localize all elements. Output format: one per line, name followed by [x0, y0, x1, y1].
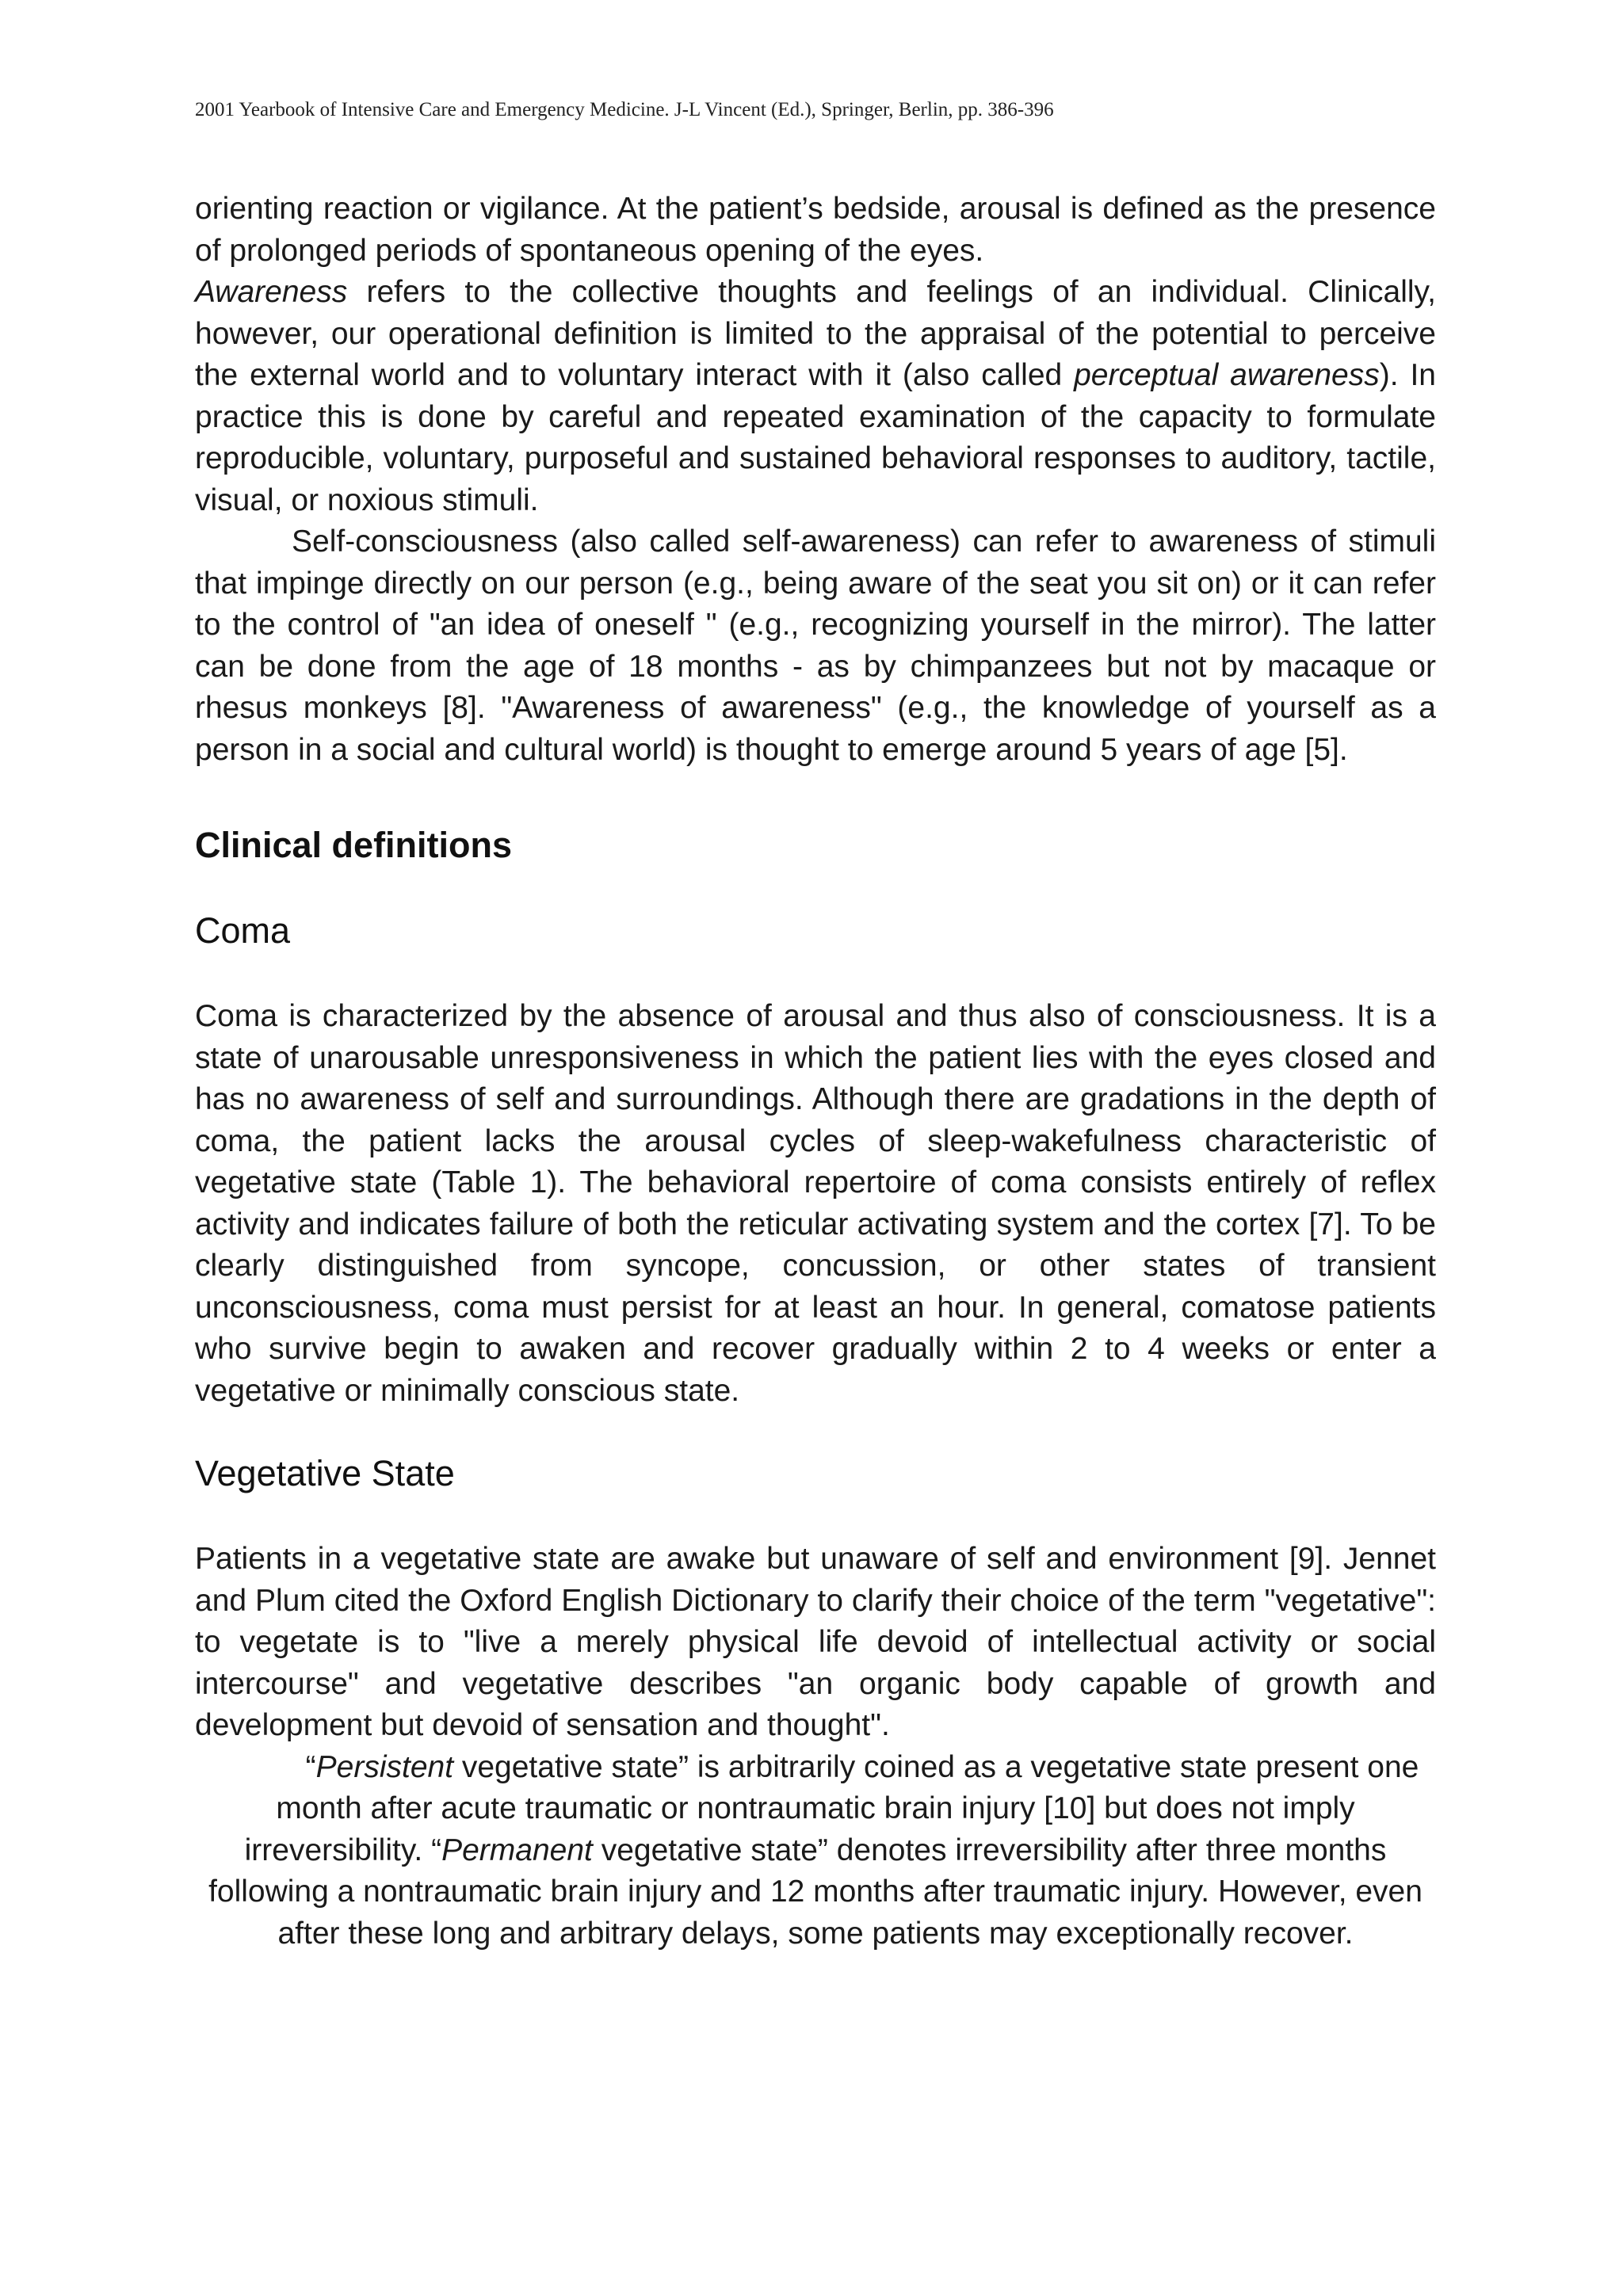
paragraph-awareness — [195, 272, 1436, 521]
term-persistent: Persistent — [315, 1749, 454, 1784]
term-perceptual-awareness: perceptual awareness — [1074, 358, 1380, 392]
quote-open: “ — [305, 1749, 316, 1784]
paragraph-arousal: orienting reaction or vigilance. At the patient’s bedside, arousal is defined as the presence of prolonged periods of spontaneous opening of the eyes. — [195, 192, 1436, 268]
term-permanent: Permanent — [441, 1833, 593, 1867]
running-header-citation: 2001 Yearbook of Intensive Care and Emergency Medicine. J-L Vincent (Ed.), Springer, Berlin, pp. 386-396 — [195, 99, 1054, 120]
subsection-heading-vegetative-state: Vegetative State — [195, 1453, 455, 1493]
section-heading-clinical-definitions: Clinical definitions — [195, 825, 513, 865]
body-text-column — [195, 189, 1436, 1955]
paragraph-self-consciousness: Self-consciousness (also called self-awareness) can refer to awareness of stimuli that impinge directly on our person (e.g., being aware of the seat you sit on) or it can refer to the control of "an idea of oneself " (e.g., recognizing yourself in the mirror). The latter can be done from the age of 18 months - as by chimpanzees but not by macaque or rhesus monkeys [8]. "Awareness of awareness" (e.g., the knowledge of yourself as a person in a social and cultural world) is thought to emerge around 5 years of age [5]. — [195, 524, 1436, 767]
paragraph-coma: Coma is characterized by the absence of arousal and thus also of consciousness. It is a state of unarousable unresponsiveness in which the patient lies with the eyes closed and has no awareness of self and surroundings. Although there are gradations in the depth of coma, the patient lacks the arousal cycles of sleep-wakefulness characteristic of vegetative state (Table 1). The behavioral repertoire of coma consists entirely of reflex activity and indicates failure of both the reticular activating system and the cortex [7]. To be clearly distinguished from syncope, concussion, or other states of transient unconsciousness, coma must persist for at least an hour. In general, comatose patients who survive begin to awaken and recover gradually within 2 to 4 weeks or enter a vegetative or minimally conscious state. — [195, 999, 1436, 1408]
paragraph-persistent-text-b: vegetative state” denotes irreversibility after three months following a nontraumatic brain injury and 12 months after traumatic injury. However, even after these long and arbitrary delays, some patients may exceptionally recover. — [208, 1833, 1423, 1951]
paragraph-vegetative-state: Patients in a vegetative state are awake but unaware of self and environment [9]. Jennet and Plum cited the Oxford English Dictionary to clarify their choice of the term "vegetative": to vegetate is to "live a merely physical life devoid of intellectual activity or social intercourse" and vegetative describes "an organic body capable of growth and development but devoid of sensation and thought". — [195, 1542, 1436, 1742]
paragraph-persistent-permanent — [195, 1747, 1436, 1955]
subsection-heading-coma: Coma — [195, 910, 291, 951]
term-awareness: Awareness — [195, 275, 348, 309]
paragraph-awareness-text-b: ). In practice this is done by careful and repeated examination of the capacity to formulate reproducible, voluntary, purposeful and sustained behavioral responses to auditory, tactile, visual, or noxious stimuli. — [195, 358, 1436, 517]
paragraph-persistent-text-a: vegetative state” is arbitrarily coined as a vegetative state present one month after acute traumatic or nontraumatic brain injury [10] but does not imply irreversibility. “ — [244, 1749, 1419, 1867]
paragraph-awareness-text-a: refers to the collective thoughts and feelings of an individual. Clinically, however, our operational definition is limited to the appraisal of the potential to perceive the external world and to voluntary interact with it (also called — [195, 275, 1436, 392]
